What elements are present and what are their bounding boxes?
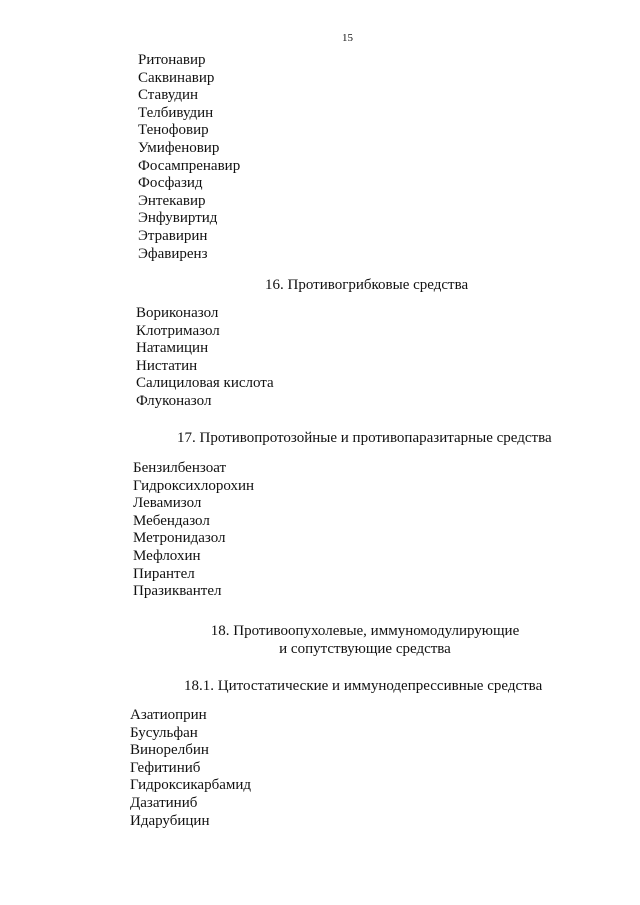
drug-item: Дазатиниб [130, 794, 198, 811]
drug-item: Мебендазол [133, 512, 210, 529]
section-heading-18 [207, 623, 523, 658]
drug-item: Флуконазол [136, 392, 212, 409]
drug-item: Клотримазол [136, 322, 220, 339]
drug-item: Натамицин [136, 340, 209, 357]
drug-item: Гидроксикарбамид [130, 777, 252, 794]
drug-item: Гидроксихлорохин [133, 477, 255, 494]
drug-item: Бусульфан [130, 724, 198, 741]
drug-list-cytostatic [130, 707, 251, 830]
drug-item: Тенофовир [138, 122, 209, 139]
section-heading-18-line1: 18. Противоопухолевые, иммуномодулирующие [210, 623, 520, 639]
drug-item: Салициловая кислота [136, 375, 274, 392]
drug-item: Умифеновир [138, 139, 220, 156]
drug-item: Нистатин [136, 357, 198, 374]
drug-item: Метронидазол [133, 530, 226, 547]
drug-list-antifungal [136, 305, 274, 411]
drug-item: Мефлохин [133, 547, 201, 564]
drug-item: Гефитиниб [130, 759, 201, 776]
drug-item: Азатиоприн [130, 707, 207, 723]
drug-item: Левамизол [133, 495, 202, 512]
drug-item: Вориконазол [136, 305, 219, 321]
drug-item: Этравирин [138, 227, 208, 244]
drug-item: Фосфазид [138, 175, 203, 192]
drug-item: Идарубицин [130, 812, 210, 829]
drug-item: Энфувиртид [138, 210, 218, 227]
drug-item: Бензилбензоат [133, 460, 227, 476]
drug-item: Эфавиренз [138, 245, 208, 262]
drug-item: Ритонавир [138, 52, 206, 68]
drug-item: Телбивудин [138, 104, 214, 121]
drug-item: Празиквантел [133, 583, 222, 600]
drug-item: Энтекавир [138, 192, 206, 209]
drug-list-continued [138, 52, 240, 263]
drug-list-antiparasitic [133, 460, 254, 601]
section-heading-17: 17. Противопротозойные и противопаразитарные средства [177, 430, 552, 446]
drug-item: Фосампренавир [138, 157, 241, 174]
section-heading-18-1: 18.1. Цитостатические и иммунодепрессивные средства [184, 678, 543, 694]
drug-item: Винорелбин [130, 742, 209, 759]
drug-item: Ставудин [138, 87, 199, 104]
page-number: 15 [342, 32, 353, 44]
section-heading-18-line2: и сопутствующие средства [279, 640, 451, 657]
drug-item: Саквинавир [138, 69, 215, 86]
drug-item: Пирантел [133, 565, 195, 582]
section-heading-16: 16. Противогрибковые средства [265, 277, 469, 293]
